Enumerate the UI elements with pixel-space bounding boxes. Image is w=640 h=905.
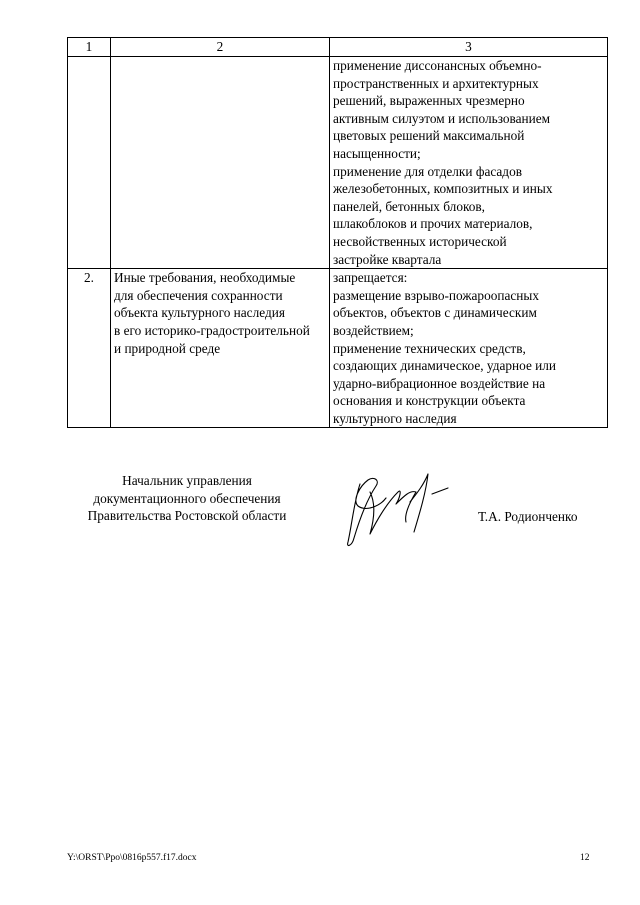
header-col-1: 1 — [68, 38, 111, 57]
row-number — [68, 57, 111, 269]
table-header-row — [68, 38, 608, 57]
signatory-title-line: документационного обеспечения — [93, 490, 281, 506]
name-line: для обеспечения сохранности — [114, 287, 283, 303]
name-line: Иные требования, необходимые — [114, 270, 296, 286]
row-requirement-name — [111, 57, 330, 269]
description-line: культурного наследия — [333, 410, 457, 426]
description-line: объектов, объектов с динамическим — [333, 305, 537, 321]
name-line: в его историко-градостроительной — [114, 322, 310, 338]
description-line: создающих динамическое, ударное или — [333, 358, 557, 374]
signatory-title — [67, 472, 307, 525]
description-line: активным силуэтом и использованием — [333, 110, 551, 126]
table-row — [68, 57, 608, 269]
description-line: железобетонных, композитных и иных — [333, 181, 553, 197]
file-path: Y:\ORST\Ppo\0816p557.f17.docx — [67, 853, 197, 863]
description-line: размещение взрыво-пожароопасных — [333, 287, 539, 303]
signatory-title-line: Начальник управления — [122, 473, 252, 488]
table-row — [68, 269, 608, 428]
header-col-2: 2 — [111, 38, 330, 57]
description-line: воздействием; — [333, 322, 414, 338]
description-line: панелей, бетонных блоков, — [333, 198, 486, 214]
description-line: шлакоблоков и прочих материалов, — [333, 216, 533, 232]
row-number: 2. — [68, 269, 111, 428]
page-number: 12 — [580, 853, 590, 863]
description-line: применение для отделки фасадов — [333, 163, 523, 179]
description-line: пространственных и архитектурных — [333, 75, 539, 91]
name-line: объекта культурного наследия — [114, 305, 285, 321]
name-line: и природной среде — [114, 340, 221, 356]
handwritten-signature — [340, 462, 450, 552]
description-line: применение диссонансных объемно- — [333, 58, 542, 73]
description-line: ударно-вибрационное воздействие на — [333, 375, 546, 391]
description-line: цветовых решений максимальной — [333, 128, 525, 144]
description-line: насыщенности; — [333, 145, 421, 161]
row-description — [330, 57, 608, 269]
signatory-name: Т.А. Родионченко — [478, 509, 578, 524]
description-line: застройке квартала — [333, 251, 442, 267]
signatory-title-line: Правительства Ростовской области — [87, 508, 287, 524]
description-line: несвойственных исторической — [333, 233, 507, 249]
row-requirement-name — [111, 269, 330, 428]
description-line: применение технических средств, — [333, 340, 526, 356]
description-line: основания и конструкции объекта — [333, 393, 526, 409]
header-col-3: 3 — [330, 38, 608, 57]
row-description — [330, 269, 608, 428]
description-line: решений, выраженных чрезмерно — [333, 93, 525, 109]
requirements-table — [67, 37, 608, 428]
description-line: запрещается: — [333, 270, 408, 286]
